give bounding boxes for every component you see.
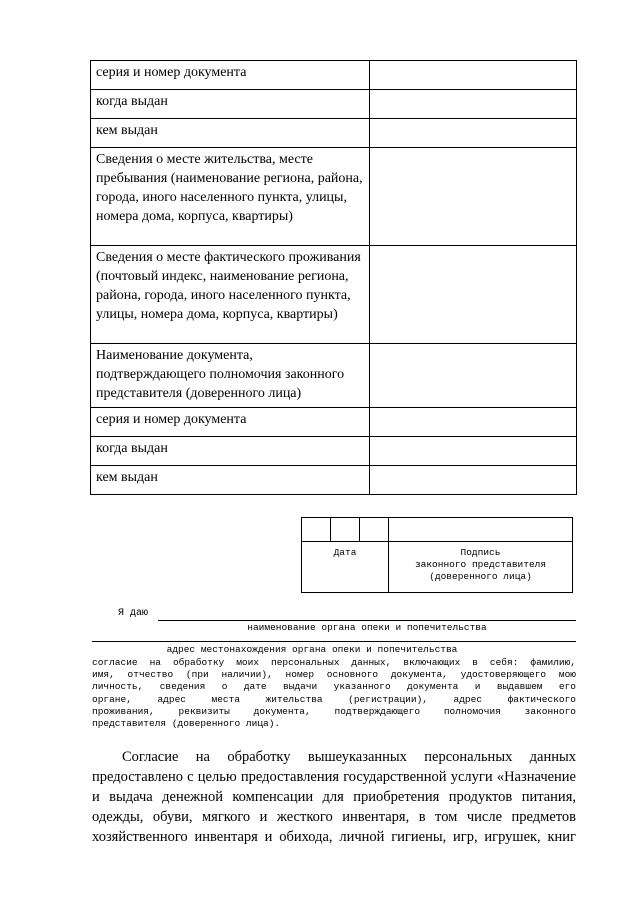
signature-caption (389, 542, 573, 593)
table-row (91, 437, 577, 466)
signature-field[interactable] (389, 518, 573, 542)
purpose-paragraph (92, 747, 576, 847)
row-value-field[interactable] (370, 148, 577, 246)
text-line: Согласие на обработку вышеуказанных персональных данных (122, 749, 576, 765)
text-line: согласие на обработку моих персональных данных, включающих в себя: фамилию, (92, 657, 576, 668)
row-label: Наименование документа, подтверждающего полномочия законного представителя (доверенного лица) (91, 344, 370, 408)
signature-caption-line: Подпись (460, 547, 501, 558)
row-label: кем выдан (91, 119, 370, 148)
table-row (91, 148, 577, 246)
row-label: Сведения о месте фактического проживания (почтовый индекс, наименование региона, района, города, иного населенного пункта, улицы, номера дома, корпуса, квартиры) (91, 246, 370, 344)
row-value-field[interactable] (370, 466, 577, 495)
row-label: когда выдан (91, 437, 370, 466)
text-line: органе, адрес места жительства (регистрации), адрес фактического (92, 693, 576, 705)
row-label: серия и номер документа (91, 61, 370, 90)
table-row (91, 119, 577, 148)
authority-name-line[interactable] (158, 620, 576, 621)
row-label: Сведения о месте жительства, месте пребывания (наименование региона, района, города, иного населенного пункта, улицы, номера дома, корпуса, квартиры) (91, 148, 370, 246)
row-value-field[interactable] (370, 344, 577, 408)
signature-block (301, 517, 573, 593)
table-row (91, 61, 577, 90)
row-value-field[interactable] (370, 408, 577, 437)
text-line: хозяйственного инвентаря и обихода, личной гигиены, игр, игрушек, книг (92, 829, 576, 845)
text-line: проживания, реквизиты документа, подтверждающего полномочия законного (92, 705, 576, 717)
row-value-field[interactable] (370, 90, 577, 119)
row-label: кем выдан (91, 466, 370, 495)
text-line: имя, отчество (при наличии), номер основного документа, удостоверяющего мою (92, 669, 576, 681)
row-label: серия и номер документа (91, 408, 370, 437)
authority-address-line[interactable] (92, 641, 576, 642)
table-row (91, 90, 577, 119)
text-line: представителя (доверенного лица). (92, 718, 281, 730)
personal-data-table (90, 60, 577, 495)
table-row (91, 344, 577, 408)
text-line: одежды, обуви, мягкого и жесткого инвентаря, в том числе предметов (92, 809, 576, 825)
table-row (91, 246, 577, 344)
date-year-field[interactable] (360, 518, 389, 542)
row-value-field[interactable] (370, 61, 577, 90)
authority-caption: наименование органа опеки и попечительства (247, 622, 487, 633)
date-day-field[interactable] (302, 518, 331, 542)
table-row (91, 466, 577, 495)
row-label: когда выдан (91, 90, 370, 119)
signature-caption-line: (доверенного лица) (429, 571, 532, 582)
signature-caption-line: законного представителя (414, 559, 547, 570)
text-line: и выдача денежной компенсации для приобретения продуктов питания, (92, 789, 576, 805)
date-month-field[interactable] (331, 518, 360, 542)
row-value-field[interactable] (370, 437, 577, 466)
table-row (91, 408, 577, 437)
consent-text (92, 657, 576, 730)
row-value-field[interactable] (370, 119, 577, 148)
address-caption: адрес местонахождения органа опеки и попечительства (166, 644, 458, 655)
text-line: личность, сведения о дате выдачи указанного документа и выдавшем его (92, 681, 576, 693)
i-give-label: Я даю (118, 608, 149, 619)
date-label: Дата (302, 542, 389, 593)
row-value-field[interactable] (370, 246, 577, 344)
text-line: предоставлено с целью предоставления государственной услуги «Назначение (92, 769, 576, 785)
